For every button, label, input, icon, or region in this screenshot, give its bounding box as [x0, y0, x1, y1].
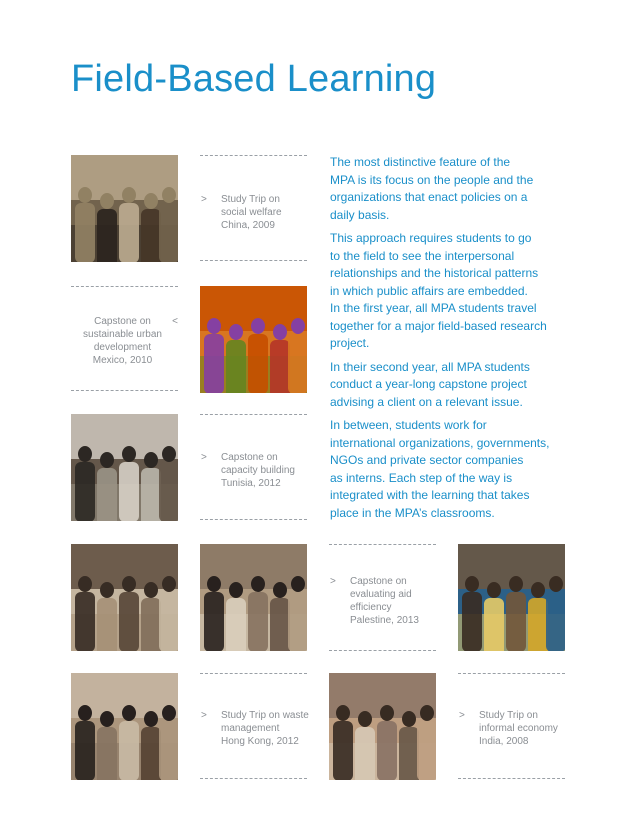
caption-line: Study Trip on waste [221, 710, 309, 721]
text-line: This approach requires students to go [330, 231, 532, 245]
arrow-right-icon: > [459, 710, 465, 721]
text-line: in which public affairs are embedded. [330, 283, 528, 298]
divider [200, 155, 307, 156]
text-line: to the field to see the interpersonal [330, 248, 515, 263]
caption-mexico [71, 315, 178, 367]
text-line: as interns. Each step of the way is [330, 470, 513, 485]
caption-line: informal economy [479, 723, 558, 734]
photo-fruit-mexico [200, 286, 307, 393]
text-line: MPA is its focus on the people and the [330, 172, 534, 187]
divider [71, 286, 178, 287]
photo-image [458, 544, 565, 651]
photo-image [200, 286, 307, 393]
paragraph [330, 154, 565, 224]
caption-line: Capstone on [94, 316, 151, 327]
arrow-right-icon: > [201, 452, 207, 463]
divider [71, 390, 178, 391]
text-line: In the first year, all MPA students travel [330, 301, 537, 315]
divider [200, 778, 307, 779]
text-line: project. [330, 336, 370, 350]
photo-image [71, 414, 178, 521]
caption-line: China, 2009 [221, 220, 275, 231]
text-line: daily basis. [330, 207, 390, 222]
divider [200, 414, 307, 415]
arrow-right-icon: > [330, 576, 336, 587]
caption-line: Palestine, 2013 [350, 615, 419, 626]
divider [458, 778, 565, 779]
divider [329, 650, 436, 651]
caption-line: Tunisia, 2012 [221, 478, 281, 489]
caption-line: social welfare [221, 207, 282, 218]
text-line: place in the MPA’s classrooms. [330, 505, 495, 520]
text-line: In their second year, all MPA students [330, 359, 530, 374]
paragraph [330, 359, 565, 412]
paragraph [330, 417, 565, 522]
caption-line: Study Trip on [221, 194, 280, 205]
photo-crowd-india [329, 673, 436, 780]
divider [200, 260, 307, 261]
text-line: advising a client on a relevant issue. [330, 394, 523, 409]
text-line: The most distinctive feature of the [330, 155, 511, 169]
body-text [330, 154, 565, 528]
photo-image [200, 544, 307, 651]
photo-street-group [200, 544, 307, 651]
arrow-left-icon: < [172, 316, 178, 327]
divider [200, 673, 307, 674]
caption-line: development [93, 342, 152, 353]
arrow-right-icon: > [201, 194, 207, 205]
photo-workshop-hongkong [71, 673, 178, 780]
text-line: NGOs and private sector companies [330, 453, 524, 467]
text-line: In between, students work for [330, 418, 487, 432]
text-line: organizations that enact policies on a [330, 190, 528, 204]
caption-line: sustainable urban [83, 329, 162, 340]
text-line: international organizations, governments, [330, 435, 550, 450]
paragraph [330, 230, 565, 353]
caption-line: Mexico, 2010 [92, 355, 153, 366]
photo-group-palestine [71, 544, 178, 651]
photo-image [71, 155, 178, 262]
photo-image [71, 673, 178, 780]
photo-image [71, 544, 178, 651]
caption-line: management [221, 723, 280, 734]
divider [329, 544, 436, 545]
caption-line: Study Trip on [479, 710, 538, 721]
text-line: integrated with the learning that takes [330, 488, 530, 502]
caption-line: Hong Kong, 2012 [221, 736, 299, 747]
page-title: Field-Based Learning [71, 58, 437, 100]
photo-market-china [71, 155, 178, 262]
text-line: conduct a year-long capstone project [330, 377, 527, 391]
photo-bus-india [458, 544, 565, 651]
caption-line: capacity building [221, 465, 295, 476]
divider [458, 673, 565, 674]
text-line: relationships and the historical patterns [330, 266, 539, 280]
divider [200, 519, 307, 520]
caption-line: Capstone on [221, 452, 278, 463]
photo-reading-tunisia [71, 414, 178, 521]
caption-line: efficiency [350, 602, 392, 613]
caption-line: India, 2008 [479, 736, 529, 747]
caption-line: evaluating aid [350, 589, 412, 600]
text-line: together for a major field-based research [330, 318, 547, 333]
caption-line: Capstone on [350, 576, 407, 587]
photo-image [329, 673, 436, 780]
arrow-right-icon: > [201, 710, 207, 721]
